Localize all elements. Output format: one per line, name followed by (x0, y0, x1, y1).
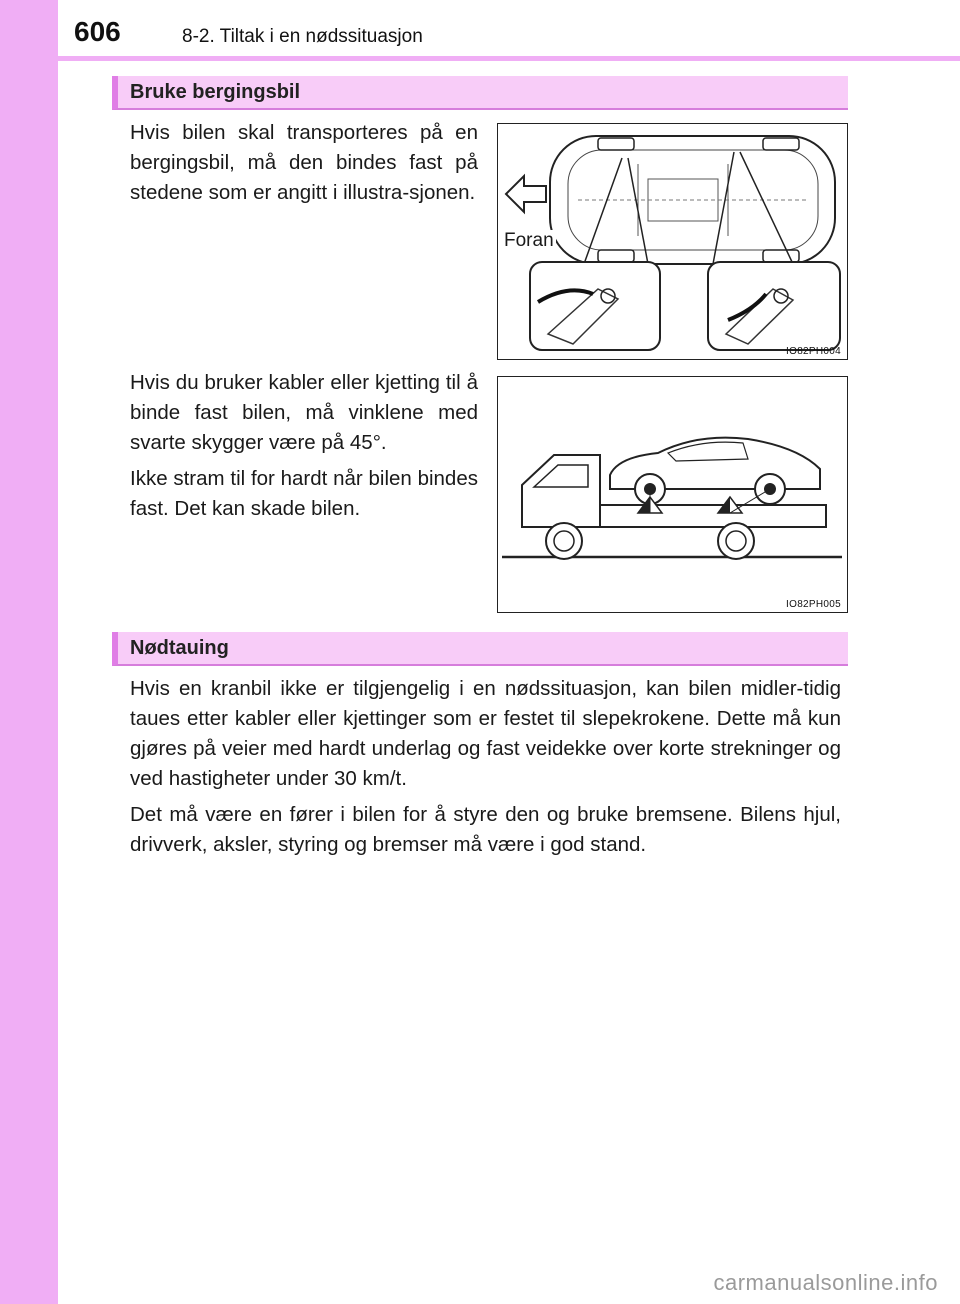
body-paragraph: Det må være en fører i bilen for å styre den og bruke bremsene. Bilens hjul, drivverk, aksler, styring og bremser må være i god stand. (130, 803, 841, 856)
side-tab-band (0, 0, 58, 1304)
section-heading-label: Bruke bergingsbil (130, 81, 301, 103)
tow-truck-illustration (498, 377, 847, 612)
section-heading-bruke-bergingsbil (112, 76, 848, 110)
figure-code: IO82PH005 (786, 599, 841, 610)
body-paragraph: Ikke stram til for hardt når bilen bindes fast. Det kan skade bilen. (130, 467, 478, 520)
chapter-title: 8-2. Tiltak i en nødssituasjon (182, 26, 423, 47)
section-heading-label: Nødtauing (130, 637, 229, 659)
page-number: 606 (74, 16, 121, 47)
body-paragraph: Hvis bilen skal transporteres på en bergingsbil, må den bindes fast på stedene som er angitt i illustra-sjonen. (130, 121, 478, 204)
figure-tow-truck (497, 376, 848, 613)
body-paragraph: Hvis en kranbil ikke er tilgjengelig i en nødssituasjon, kan bilen midler-tidig taues etter kabler eller kjettinger som er festet til slepekrokene. Dette må kun gjøres på veier med hardt underlag og fast veidekke over korte strekninger og ved hastigheter under 30 km/t. (130, 677, 841, 790)
body-paragraph: Hvis du bruker kabler eller kjetting til å binde fast bilen, må vinklene med svarte skygger være på 45°. (130, 371, 478, 454)
figure-code: IO82PH004 (786, 346, 841, 357)
figure-tie-down-points (497, 123, 848, 360)
header-rule (0, 56, 960, 61)
front-label: Foran (504, 230, 554, 251)
section-heading-nodtauing (112, 632, 848, 666)
watermark: carmanualsonline.info (713, 1270, 938, 1295)
